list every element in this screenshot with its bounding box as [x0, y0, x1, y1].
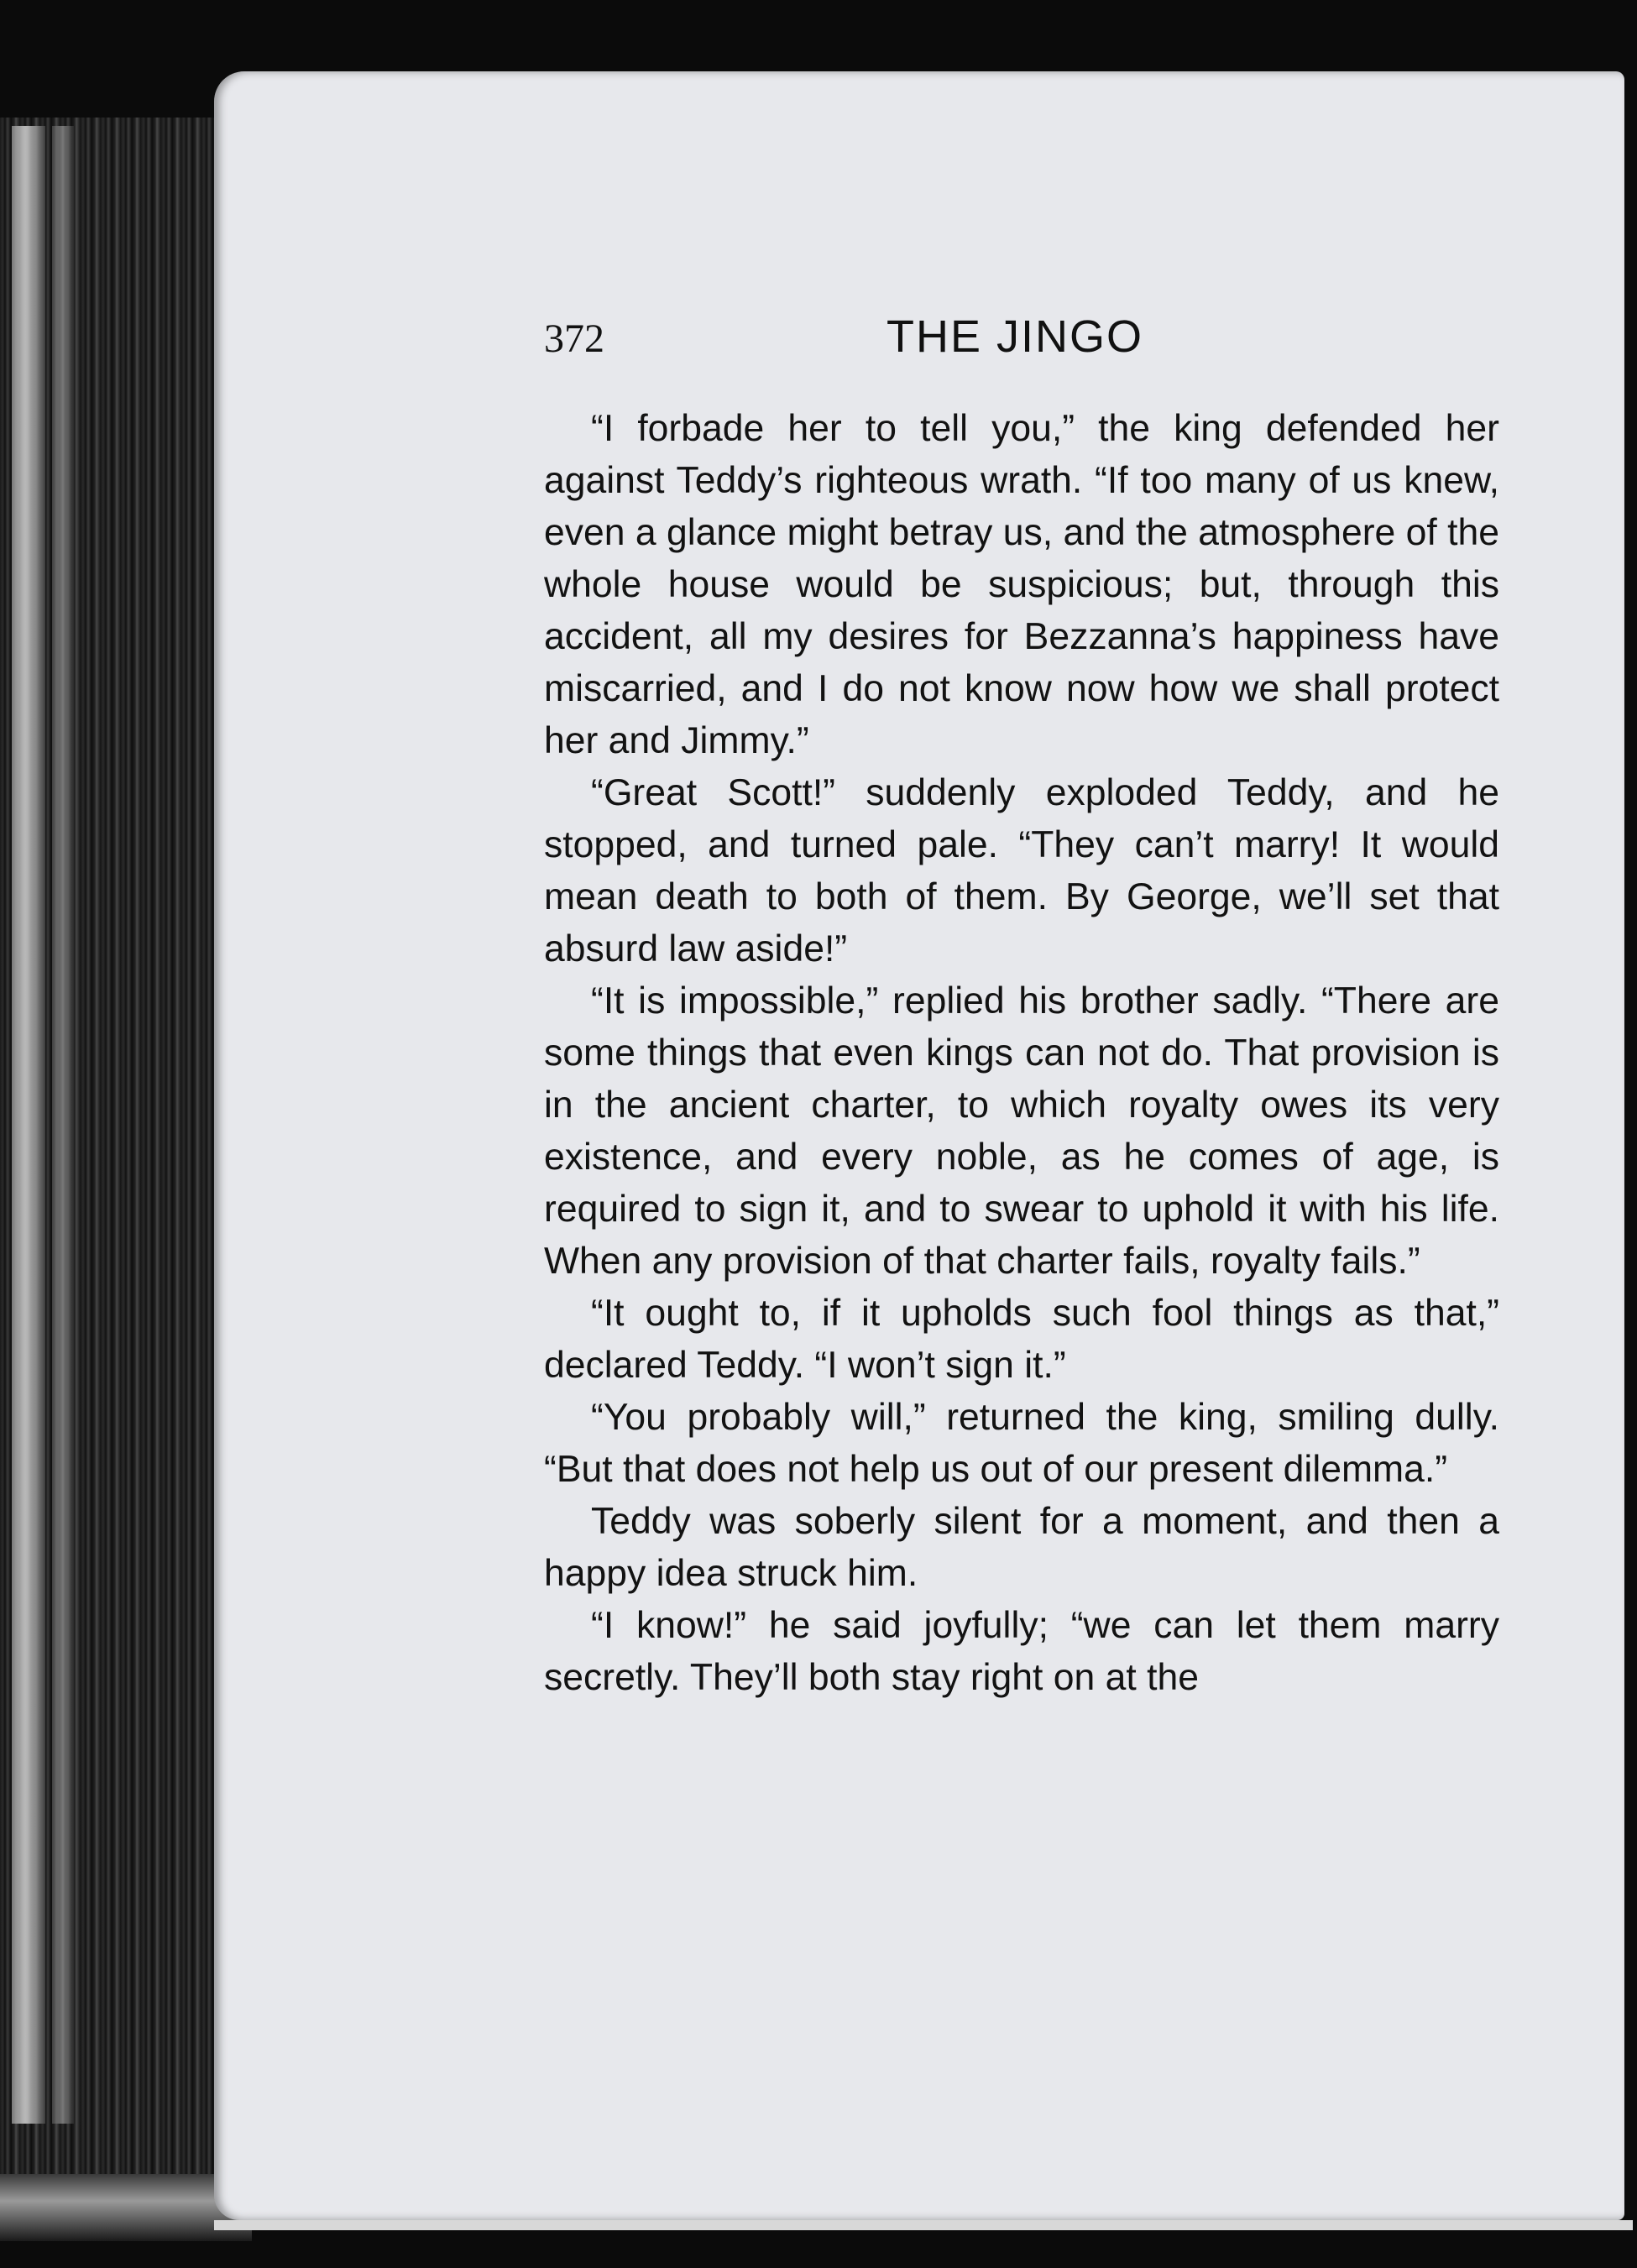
book-edge-highlight-secondary — [52, 126, 74, 2124]
book-edge-highlight — [12, 126, 45, 2124]
page-bottom-edge — [214, 2220, 1633, 2230]
paragraph: “It is impossible,” replied his brother sadly. “There are some things that even kings can not do. That provision is in the ancient charter, to which royalty owes its very existence, and every noble, as he comes of age, is required to sign it, and to swear to uphold it with his life. When any provision of that charter fails, royalty fails.” — [544, 980, 1499, 1282]
paragraph: “You probably will,” returned the king, smiling dully. “But that does not help us out of our present dilemma.” — [544, 1397, 1499, 1490]
paragraph: “It ought to, if it upholds such fool things as that,” declared Teddy. “I won’t sign it.” — [544, 1293, 1499, 1386]
paragraph: Teddy was soberly silent for a moment, and then a happy idea struck him. — [544, 1501, 1499, 1594]
page-number: 372 — [544, 316, 604, 361]
body-text — [544, 403, 1499, 1704]
paragraph: “I forbade her to tell you,” the king defended her against Teddy’s righteous wrath. “If too many of us knew, even a glance might betray us, and the atmosphere of the whole house would be suspicious; but, through this accident, all my desires for Bezzanna’s happiness have miscarried, and I do not know now how we shall protect her and Jimmy.” — [544, 408, 1499, 761]
running-title: THE JINGO — [886, 311, 1144, 362]
page-header — [544, 311, 1493, 369]
paragraph: “I know!” he said joyfully; “we can let them marry secretly. They’ll both stay right on at the — [544, 1605, 1499, 1698]
paragraph: “Great Scott!” suddenly exploded Teddy, and he stopped, and turned pale. “They can’t marry! It would mean death to both of them. By George, we’ll set that absurd law aside!” — [544, 772, 1499, 969]
